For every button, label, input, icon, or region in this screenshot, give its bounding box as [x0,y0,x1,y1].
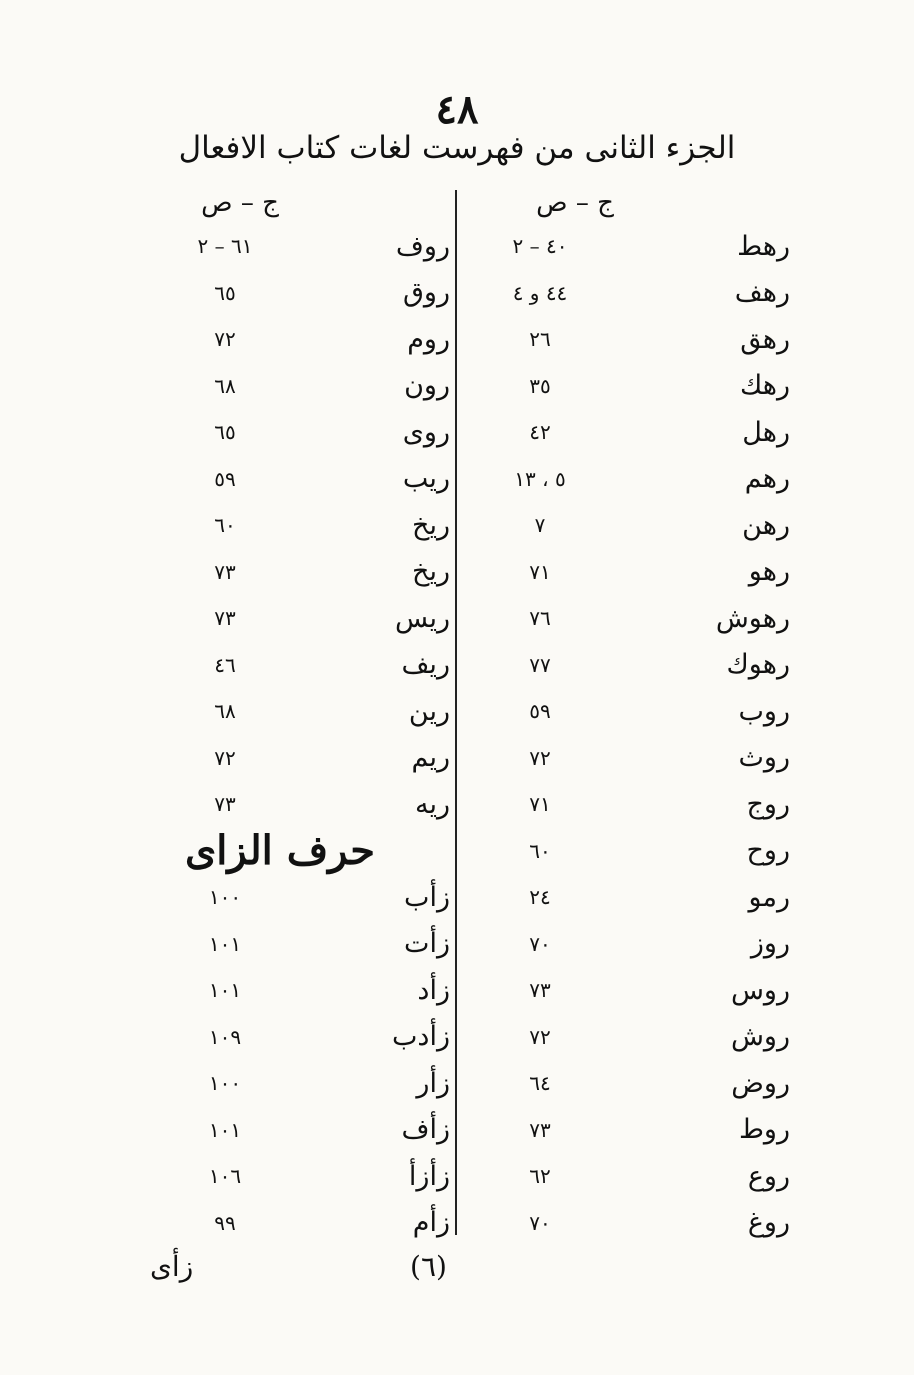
entry-page-reference: ٦٤ [529,1071,551,1096]
index-entry [180,456,450,503]
entry-page-reference: ٧ [534,513,546,538]
index-entry [180,781,450,828]
entry-page-reference: ١٠٩ [208,1024,242,1049]
entry-page-reference: ٧٣ [214,792,236,817]
entry-page-reference: ٦٠ [529,838,551,863]
entry-page-reference: ١٠١ [208,931,242,956]
entry-root-word: روز [750,928,790,960]
entry-page-reference: ٧٠ [529,931,551,956]
index-entry [180,363,450,410]
entry-root-word: روج [746,788,790,820]
index-entry [480,1060,790,1107]
entry-root-word: روس [730,974,790,1006]
entry-page-reference: ٦٠ [214,513,236,538]
index-entry [480,1014,790,1061]
entry-root-word: روط [738,1114,790,1146]
index-entry [480,735,790,782]
index-entry [180,1060,450,1107]
entry-page-reference: ٧٣ [214,606,236,631]
index-entry [180,316,450,363]
entry-root-word: زأد [417,974,450,1006]
entry-root-word: رهق [740,323,790,355]
entry-page-reference: ٦٨ [214,699,236,724]
index-entry [180,1014,450,1061]
entry-page-reference: ٧٠ [529,1210,551,1235]
index-entry [180,735,450,782]
index-entry [180,223,450,270]
entry-page-reference: ٦٥ [214,420,236,445]
index-entry [180,921,450,968]
right-column-header: ج – ص [536,188,614,218]
index-entry [480,595,790,642]
entry-root-word: رهم [744,463,790,495]
index-entry [180,1153,450,1200]
index-entry [480,1153,790,1200]
entry-root-word: روم [407,323,450,355]
column-divider [455,190,457,1235]
entry-root-word: زأر [416,1067,450,1099]
index-entry [480,921,790,968]
index-entry [480,874,790,921]
entry-root-word: روغ [747,1207,790,1239]
entry-page-reference: ٣٥ [529,373,551,398]
entry-page-reference: ١٠٠ [208,1071,242,1096]
entry-root-word: روث [738,742,790,774]
entry-root-word: رون [404,370,450,402]
page-title: الجزء الثانى من فهرست لغات كتاب الافعال [178,130,736,166]
page-number: ٤٨ [435,86,479,133]
entry-root-word: رهك [739,370,790,402]
entry-root-word: رمو [748,881,790,913]
entry-page-reference: ٧٢ [214,327,236,352]
entry-root-word: روض [731,1067,790,1099]
entry-root-word: ريف [401,649,450,681]
entry-root-word: روق [402,277,450,309]
entry-page-reference: ٧٢ [529,745,551,770]
index-entry [180,502,450,549]
entry-root-word: روح [746,835,790,867]
entry-root-word: زأب [404,881,450,913]
entry-page-reference: ٦١ – ٢ [197,234,253,259]
left-index-column [180,223,450,1246]
entry-root-word: رهف [734,277,790,309]
entry-page-reference: ٧١ [529,559,551,584]
index-entry [480,828,790,875]
entry-root-word: رهل [742,416,790,448]
entry-page-reference: ٦٨ [214,373,236,398]
entry-root-word: روى [402,416,450,448]
entry-page-reference: ٧٢ [214,745,236,770]
entry-page-reference: ٢٤ [529,885,551,910]
entry-page-reference: ٦٢ [529,1164,551,1189]
footer-catchword: زأى [150,1250,194,1283]
left-column-header: ج – ص [201,188,279,218]
entry-page-reference: ١٠٦ [208,1164,242,1189]
index-entry [180,549,450,596]
entry-page-reference: ٥ ، ١٣ [514,466,566,491]
entry-root-word: رهوش [715,602,790,634]
entry-page-reference: ٧١ [529,792,551,817]
entry-page-reference: ٧٣ [529,978,551,1003]
index-entry [480,688,790,735]
entry-root-word: ريخ [412,509,450,541]
entry-page-reference: ٧٣ [214,559,236,584]
entry-page-reference: ٦٥ [214,280,236,305]
entry-page-reference: ١٠١ [208,1117,242,1142]
entry-root-word: رهن [742,509,790,541]
entry-page-reference: ٤٦ [214,652,236,677]
index-entry [180,967,450,1014]
entry-root-word: رهو [748,556,790,588]
index-entry [480,316,790,363]
index-entry [480,270,790,317]
index-entry [180,1200,450,1247]
footer-signature: (٦) [410,1250,447,1283]
entry-root-word: روف [395,230,450,262]
entry-page-reference: ٥٩ [529,699,551,724]
entry-root-word: ريه [414,788,450,820]
entry-page-reference: ٤٠ – ٢ [512,234,568,259]
entry-root-word: ريس [395,602,450,634]
index-entry [180,595,450,642]
index-entry [180,409,450,456]
entry-root-word: رين [408,695,450,727]
entry-root-word: رهط [737,230,790,262]
right-index-column [480,223,790,1246]
index-entry [480,456,790,503]
entry-root-word: ريخ [412,556,450,588]
index-entry [480,549,790,596]
index-entry [180,688,450,735]
index-entry [480,1200,790,1247]
entry-root-word: روع [747,1160,790,1192]
entry-page-reference: ٧٢ [529,1024,551,1049]
entry-page-reference: ٧٣ [529,1117,551,1142]
entry-root-word: زأدب [392,1021,450,1053]
entry-page-reference: ١٠١ [208,978,242,1003]
entry-page-reference: ١٠٠ [208,885,242,910]
entry-page-reference: ٧٧ [529,652,551,677]
entry-page-reference: ٤٤ و ٤ [512,280,568,305]
index-entry [180,270,450,317]
entry-page-reference: ٥٩ [214,466,236,491]
index-entry [480,223,790,270]
entry-root-word: زأف [401,1114,450,1146]
section-heading: حرف الزاى [185,827,375,875]
index-entry [180,874,450,921]
index-entry [480,781,790,828]
entry-page-reference: ٢٦ [529,327,551,352]
entry-root-word: رهوك [726,649,790,681]
entry-root-word: زأت [404,928,450,960]
entry-page-reference: ٩٩ [214,1210,236,1235]
index-entry [480,363,790,410]
entry-page-reference: ٧٦ [529,606,551,631]
index-entry [480,967,790,1014]
entry-root-word: ريب [402,463,450,495]
entry-root-word: روب [738,695,790,727]
entry-page-reference: ٤٢ [529,420,551,445]
index-entry [480,642,790,689]
entry-root-word: روش [730,1021,790,1053]
entry-root-word: زأم [412,1207,450,1239]
index-entry [480,1107,790,1154]
index-entry [480,409,790,456]
entry-root-word: زأزأ [408,1160,450,1192]
index-entry [480,502,790,549]
index-entry [180,642,450,689]
index-entry [180,1107,450,1154]
entry-root-word: ريم [411,742,450,774]
